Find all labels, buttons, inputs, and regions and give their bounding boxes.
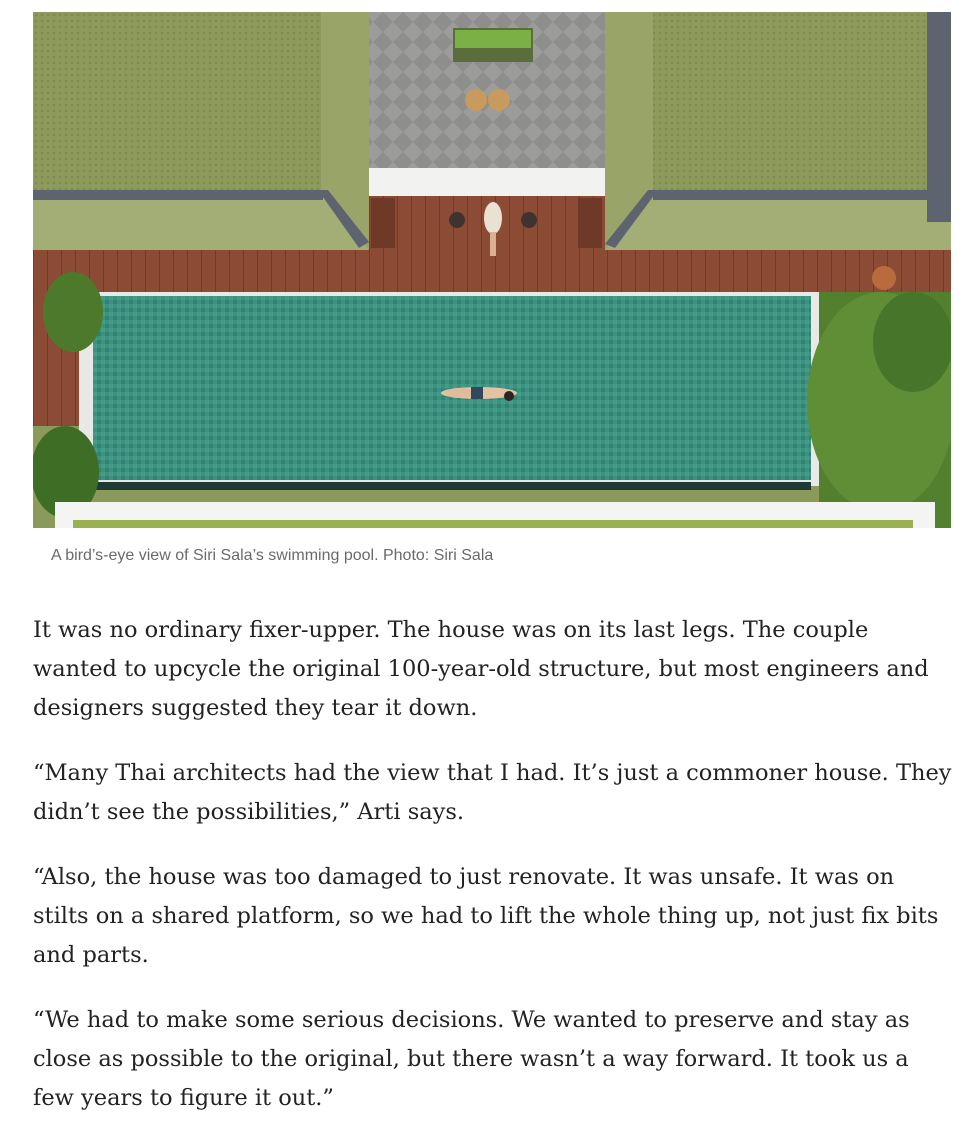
- pool-aerial-illustration: [33, 12, 951, 528]
- article-paragraph: “Many Thai architects had the view that I had. It’s just a commoner house. They didn’t see the possibilities,” Arti says.: [33, 760, 952, 825]
- article-paragraph: It was no ordinary fixer-upper. The house was on its last legs. The couple wanted to upcycle the original 100-year-old structure, but most engineers and designers suggested they tear it down.: [33, 617, 929, 721]
- pool-aerial-photo: [33, 12, 951, 528]
- article-paragraph: “Also, the house was too damaged to just renovate. It was unsafe. It was on stilts on a shared platform, so we had to lift the whole thing up, not just fix bits and parts.: [33, 864, 939, 968]
- photo-caption: A bird’s-eye view of Siri Sala’s swimming pool. Photo: Siri Sala: [51, 547, 494, 564]
- article-body: [33, 611, 953, 1144]
- article-paragraph: “We had to make some serious decisions. We wanted to preserve and stay as close as possible to the original, but there wasn’t a way forward. It took us a few years to figure it out.”: [33, 1007, 910, 1111]
